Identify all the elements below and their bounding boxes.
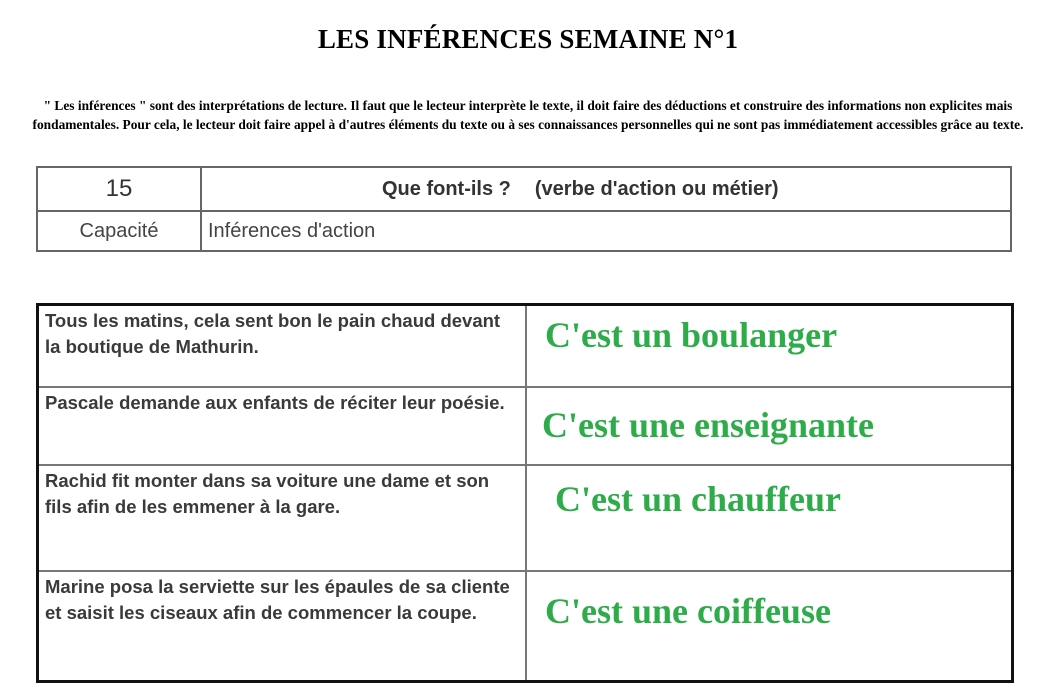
- exercise-text: Rachid fit monter dans sa voiture une dame et son fils afin de les emmener à la gare.: [39, 466, 527, 570]
- info-row-question: [37, 167, 1011, 211]
- exercise-answer: C'est une coiffeuse: [545, 591, 831, 631]
- question-hint: (verbe d'action ou métier): [534, 177, 779, 200]
- info-row-capacity: [37, 211, 1011, 251]
- exercise-row: [39, 466, 1011, 572]
- exercise-number: 15: [105, 175, 133, 202]
- exercise-text: Marine posa la serviette sur les épaules de sa cliente et saisit les ciseaux afin de commencer la coupe.: [39, 572, 527, 680]
- exercise-row: [39, 306, 1011, 388]
- question-label: Que font-ils ?: [382, 177, 511, 200]
- exercise-row: [39, 572, 1011, 680]
- exercise-answer: C'est un boulanger: [545, 315, 838, 355]
- exercise-row: [39, 388, 1011, 466]
- page-title: LES INFÉRENCES SEMAINE N°1: [317, 24, 739, 54]
- capacity-value: Inférences d'action: [201, 211, 1011, 251]
- capacity-label: Capacité: [37, 211, 201, 251]
- exercise-text: Pascale demande aux enfants de réciter leur poésie.: [39, 388, 527, 464]
- info-question-cell: [201, 167, 1011, 211]
- exercise-answer: C'est une enseignante: [542, 405, 874, 445]
- exercise-table: [36, 303, 1014, 683]
- exercise-answer: C'est un chauffeur: [555, 479, 841, 519]
- exercise-text: Tous les matins, cela sent bon le pain chaud devant la boutique de Mathurin.: [39, 306, 527, 386]
- intro-paragraph: " Les inférences " sont des interprétations de lecture. Il faut que le lecteur interprète le texte, il doit faire des déductions et construire des informations non explicites mais fondamentales. Pour cela, le lecteur doit faire appel à d'autres éléments du texte ou à ses connaissances personnelles qui ne sont pas immédiatement accessibles grâce au texte.: [32, 98, 1024, 132]
- info-number-cell: [37, 167, 201, 211]
- info-table: [36, 166, 1012, 252]
